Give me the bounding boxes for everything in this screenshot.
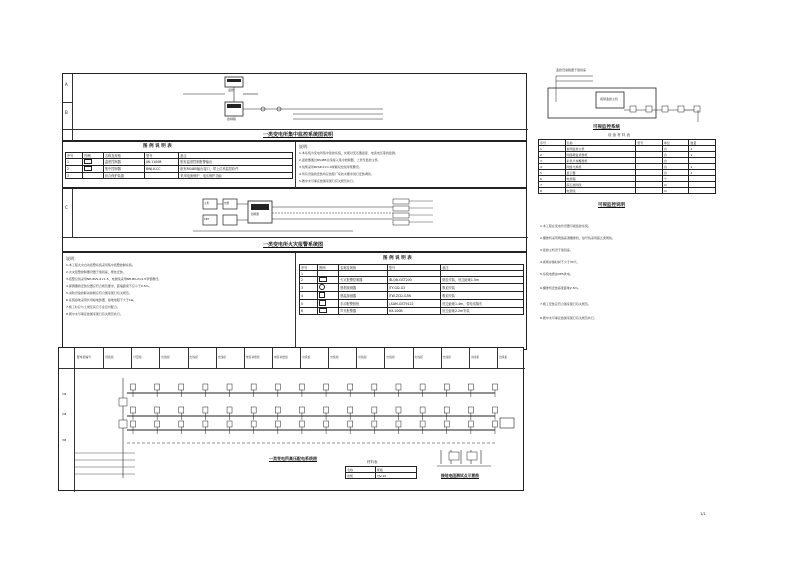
header-cells — [75, 348, 525, 368]
legend-b-r2c1 — [318, 284, 339, 292]
header-cell: 计量柜 — [133, 355, 142, 359]
legend-b-r4c0: 5 — [300, 300, 318, 308]
header-cell: 出线柜 — [217, 355, 227, 359]
legend-a-r0c1 — [83, 159, 103, 166]
legend-b-r5c2: 声光报警器 — [339, 308, 388, 315]
panel-b-note-7: 7.施工时应与土建及其它专业密切配合。 — [66, 305, 120, 309]
panel-a-note-2: 2.温控器通过RS485总线接入集中控制器，上传至监控主机。 — [299, 158, 381, 162]
feeder-switch — [348, 421, 353, 427]
legend-b-r2c2: 感烟探测器 — [339, 284, 388, 292]
cctv-r3c1: 网络交换机 — [565, 164, 636, 170]
feeder-switch — [227, 384, 232, 390]
legend-a-r0c0: 1 — [66, 159, 83, 166]
feeder-switch — [227, 407, 232, 413]
cctv-r4c0: 5 — [539, 170, 566, 176]
legend-b-r4c1 — [318, 300, 339, 308]
row-label-c: C — [65, 205, 68, 210]
feeder-switch — [444, 421, 449, 427]
row-label-1: 1# — [62, 392, 67, 396]
cctv-r5c3: 个 — [662, 176, 689, 182]
pd-r1c0: 电缆 — [346, 473, 376, 479]
row-label-3: 3# — [62, 438, 67, 442]
row-label-b: B — [65, 110, 68, 115]
panel-c-notes — [538, 202, 728, 342]
header-cell: 配电柜编号 — [77, 355, 91, 359]
panel-b-note-5: 5.消防设备的联动控制应符合国家现行有关规范。 — [66, 291, 132, 295]
fire-box-host: 主机 — [204, 202, 210, 205]
panel-a-legend-table — [65, 152, 293, 179]
feeder-switch — [155, 407, 160, 413]
feeder-switch — [324, 384, 329, 390]
pd-r0c0: 名称 — [346, 467, 376, 473]
legend-b-h3: 型号 — [387, 265, 440, 271]
cctv-note-2: 2.摄像机采用网络高清摄像机，信号线采用超五类网线。 — [540, 236, 615, 240]
cctv-top-note: 监控设备箱置于值班室 — [556, 68, 587, 72]
legend-b-r3c3: JTW-ZCD-G3N — [387, 292, 440, 300]
panel-b-legend-table — [299, 264, 524, 315]
feeder-switch — [493, 384, 498, 390]
cctv-r7c1: 电源线 — [565, 188, 636, 194]
cctv-r0c3: 台 — [662, 146, 689, 152]
panel-b-notes-title: 说明： — [66, 256, 78, 261]
header-cell: 出线柜 — [386, 355, 395, 359]
feeder-switch — [468, 407, 473, 413]
legend-b-h2: 名称及规格 — [339, 265, 388, 271]
cctv-r5c1: 电源箱 — [565, 176, 636, 182]
panel-a-note-5: 5.图中未尽事宜按国家现行有关规范执行。 — [299, 179, 356, 183]
header-cell: 出线柜 — [414, 355, 423, 359]
legend-b-h4: 备注 — [441, 265, 524, 271]
feeder-switch — [299, 421, 304, 427]
legend-a-h0: 序号 — [66, 153, 83, 159]
cctv-notes-title: 可视监控说明 — [598, 203, 625, 208]
panel-b-note-4: 4.探测器的安装位置应符合规范要求，距墙距梁不应小于0.5m。 — [66, 284, 152, 288]
row-label-a: A — [65, 82, 68, 87]
feeder-switch — [299, 407, 304, 413]
header-cell: 出线柜 — [302, 355, 311, 359]
cctv-note-1: 1.本工程在变电所设置可视监控系统。 — [540, 224, 591, 228]
feeder-switch — [444, 384, 449, 390]
legend-b-r4c2: 手动报警按钮 — [339, 300, 388, 308]
legend-a-r0c3: JW-1100B — [145, 159, 179, 166]
legend-b-r5c0: 6 — [300, 308, 318, 315]
feeder-switch — [203, 407, 208, 413]
feeder-switch — [227, 421, 232, 427]
cctv-r1c0: 2 — [539, 152, 566, 158]
panel-d-fig-caption: 接地电阻测试点示意图 — [441, 473, 479, 478]
legend-b-h1: 图例 — [318, 265, 339, 271]
cctv-r3c0: 4 — [539, 164, 566, 170]
fire-alarm-diagram — [193, 193, 493, 235]
header-cell: 出线柜 — [498, 355, 508, 359]
legend-b-r1c3: JB-QB-GST200 — [387, 277, 440, 284]
header-cell: 电容补偿柜 — [245, 355, 260, 359]
cctv-note-4: 4.视频存储时间不少于30天。 — [540, 260, 580, 264]
cctv-h3: 单位 — [662, 140, 689, 146]
cctv-table-title: 设 备 材 料 表 — [608, 133, 630, 137]
cctv-r7c0: 8 — [539, 188, 566, 194]
feeder-switch — [275, 407, 280, 413]
legend-a-r1c1 — [83, 166, 103, 173]
panel-a-notes-title: 说明： — [299, 144, 311, 149]
panel-a-caption: 一类变电所集中监控系统图说明 — [263, 132, 334, 138]
cctv-r6c0: 7 — [539, 182, 566, 188]
panel-b-sheet — [62, 188, 527, 252]
cctv-r5c0: 6 — [539, 176, 566, 182]
cctv-r7c4 — [689, 188, 716, 194]
fire-box-ctrl: 控制器 — [251, 213, 259, 216]
box-label-temp: 温控 — [228, 88, 235, 92]
feeder-switch — [324, 407, 329, 413]
legend-a-r1c2: 集中控制器 — [103, 166, 144, 173]
cctv-r3c3: 台 — [662, 164, 689, 170]
legend-b-r4c4: 底边距地1.4m，带电话插孔 — [441, 300, 524, 308]
cctv-r1c4: 1 — [689, 152, 716, 158]
legend-b-r3c4: 吸顶安装 — [441, 292, 524, 300]
feeder-switch — [179, 384, 184, 390]
feeder-switch — [324, 421, 329, 427]
feeder-switch — [131, 407, 136, 413]
panel-b-note-8: 8.图中未尽事宜按国家现行有关规范执行。 — [66, 312, 123, 316]
header-cell: 出线柜 — [470, 355, 480, 359]
legend-b-r2c3: JTY-GD-G3 — [387, 284, 440, 292]
cctv-r2c3: 台 — [662, 158, 689, 164]
legend-a-r2c4: 采用电流保护、电压保护功能 — [179, 173, 293, 179]
feeder-switch — [203, 421, 208, 427]
legend-a-r0c2: 温度控制器 — [103, 159, 144, 166]
legend-a-h3: 型号 — [145, 153, 179, 159]
legend-a-r1c4: 配有RS485输出接口，带上位机监控软件 — [179, 166, 293, 173]
legend-b-r1c0: 2 — [300, 277, 318, 284]
feeder-switch — [131, 384, 136, 390]
panel-b-caption: 一类变电所火灾报警系统图 — [263, 242, 324, 248]
panel-a-note-1: 1.本系统为变电所集中监控系统，实现对变压器温度、电流电压等的监测。 — [299, 151, 398, 155]
header-cell: 出线柜 — [442, 355, 452, 359]
monitoring-diagram — [183, 74, 403, 129]
panel-b-legend-title: 图 例 说 明 表 — [383, 256, 412, 261]
panel-d-sheet — [58, 347, 524, 491]
panel-b-note-2: 2.火灾报警控制器设置于值班室，壁挂安装。 — [66, 270, 126, 274]
legend-a-r1c0: 2 — [66, 166, 83, 173]
cctv-r1c1: 网络硬盘录像机 — [565, 152, 636, 158]
cctv-r4c4: 1 — [689, 170, 716, 176]
cctv-h4: 数量 — [689, 140, 716, 146]
fire-box-power: 电源 — [224, 202, 230, 205]
cctv-r0c0: 1 — [539, 146, 566, 152]
box-label-ctrl: 控制箱 — [227, 117, 237, 121]
feeder-switch — [275, 384, 280, 390]
legend-a-r1c3: BWJ-K-CC — [145, 166, 179, 173]
feeder-switch — [251, 407, 256, 413]
feeder-switch — [348, 407, 353, 413]
feeder-switch — [251, 421, 256, 427]
header-cell: 出线柜 — [161, 355, 170, 359]
cctv-r4c3: 台 — [662, 170, 689, 176]
cctv-note-5: 5.系统电源由UPS供电。 — [540, 272, 573, 276]
legend-a-h4: 备注 — [179, 153, 293, 159]
feeder-switch — [420, 421, 425, 427]
panel-b-note-6: 6.系统接地采用共用接地装置，接地电阻不大于1Ω。 — [66, 298, 137, 302]
legend-b-r0c0: 1 — [300, 271, 318, 277]
panel-d-material-table — [345, 466, 417, 479]
feeder-switch — [155, 384, 160, 390]
legend-b-r5c1 — [318, 308, 339, 315]
fire-box-crt: CRT — [204, 218, 210, 221]
legend-b-h0: 序号 — [300, 265, 318, 271]
cctv-material-table — [538, 139, 716, 194]
legend-a-r0c4: 配有温度控制报警输出 — [179, 159, 293, 166]
pd-r1c1: YJV-10 — [375, 473, 416, 479]
feeder-switch — [372, 407, 377, 413]
cctv-r1c3: 台 — [662, 152, 689, 158]
cctv-r2c0: 3 — [539, 158, 566, 164]
legend-b-r3c2: 感温探测器 — [339, 292, 388, 300]
cctv-r7c2 — [636, 188, 663, 194]
cctv-h1: 名称 — [565, 140, 636, 146]
header-cell: 出线柜 — [358, 355, 367, 359]
feeder-switch — [396, 384, 401, 390]
feeder-switch — [131, 421, 136, 427]
feeder-switch — [468, 384, 473, 390]
feeder-switch — [179, 421, 184, 427]
feeder-switch — [420, 384, 425, 390]
cctv-r7c3: m — [662, 188, 689, 194]
cctv-note-7: 7.施工安装应符合国家现行有关规范。 — [540, 302, 591, 306]
cctv-r3c4: 1 — [689, 164, 716, 170]
feeder-switch — [372, 421, 377, 427]
legend-b-r5c4: 底边距地2.2m安装 — [441, 308, 524, 315]
legend-b-r1c4: 壁挂安装，底边距地1.5m — [441, 277, 524, 284]
legend-b-r2c0: 3 — [300, 284, 318, 292]
panel-b-note-3: 3.报警总线采用NH-RVS-2×1.5，电源线采用NH-BV-2×2.5穿管敷设。 — [66, 277, 162, 281]
header-cell: 出线柜 — [189, 355, 198, 359]
feeder-switch — [420, 407, 425, 413]
panel-a-legend-title: 图 例 说 明 表 — [143, 144, 172, 149]
feeder-switch — [299, 384, 304, 390]
panel-b-legend-sheet — [62, 252, 527, 350]
row-label-2: 2# — [62, 412, 67, 416]
cctv-r4c1: 显示器 — [565, 170, 636, 176]
panel-d-caption: 一类变电所高压配电系统图 — [269, 456, 317, 461]
cctv-h2: 型号 — [636, 140, 663, 146]
cctv-device-label: 视频监控主机 — [600, 97, 619, 101]
feeder-switch — [372, 384, 377, 390]
page-number: 1/1 — [700, 512, 706, 516]
feeder-switch — [493, 421, 498, 427]
cctv-r0c4: 1 — [689, 146, 716, 152]
feeder-switch — [444, 407, 449, 413]
legend-b-r1c2: 火灾报警控制器 — [339, 277, 388, 284]
legend-b-r3c0: 4 — [300, 292, 318, 300]
legend-a-h2: 名称及规格 — [103, 153, 144, 159]
header-cell: 电容补偿柜 — [273, 355, 288, 359]
feeder-switch — [493, 407, 498, 413]
legend-a-r2c0: 3 — [66, 173, 83, 179]
feeder-switch — [155, 421, 160, 427]
legend-a-r2c1 — [83, 173, 103, 179]
panel-c-table-wrap — [538, 130, 718, 193]
pd-r0c1: 规格 — [375, 467, 416, 473]
cctv-h0: 序号 — [539, 140, 566, 146]
cctv-note-6: 6.摄像机安装高度距地2.5m。 — [540, 286, 581, 290]
legend-b-r5c3: HX-100B — [387, 308, 440, 315]
feeder-switch — [396, 421, 401, 427]
feeder-switch — [179, 407, 184, 413]
cctv-r2c1: 彩色半球摄像机 — [565, 158, 636, 164]
legend-a-r2c2: 综合保护装置 — [103, 173, 144, 179]
cctv-r6c1: 超五类网线 — [565, 182, 636, 188]
header-cell: 进线柜 — [105, 355, 114, 359]
feeder-switch — [396, 407, 401, 413]
legend-b-r2c4: 吸顶安装 — [441, 284, 524, 292]
legend-b-r1c1 — [318, 277, 339, 284]
panel-d-table-title: 材料表 — [367, 460, 378, 464]
panel-a-legend-sheet — [62, 141, 527, 188]
header-cell: 出线柜 — [330, 355, 339, 359]
panel-a-sheet — [62, 73, 527, 141]
feeder-switch — [468, 421, 473, 427]
feeder-switch — [275, 421, 280, 427]
cctv-note-8: 8.图中未尽事宜按国家现行有关规范执行。 — [540, 316, 597, 320]
cctv-r0c1: 视频监控主机 — [565, 146, 636, 152]
feeder-switch — [251, 384, 256, 390]
legend-a-h1: 图例 — [83, 153, 103, 159]
legend-a-r2c3 — [145, 173, 179, 179]
cctv-note-3: 3.监控主机设于值班室。 — [540, 248, 573, 252]
legend-b-r3c1 — [318, 292, 339, 300]
cctv-r6c3: m — [662, 182, 689, 188]
cctv-diagram — [538, 72, 718, 134]
legend-b-r4c3: J-SAM-GST9122 — [387, 300, 440, 308]
panel-b-note-1: 1.本工程火灾自动报警系统采用集中报警控制系统。 — [66, 263, 135, 267]
panel-c-caption: 可视监控系统 — [593, 125, 620, 130]
feeder-switch — [348, 384, 353, 390]
panel-a-note-3: 3.线缆采用RVSP-2×1.0屏蔽双绞线穿管敷设。 — [299, 165, 362, 169]
feeder-switch — [203, 384, 208, 390]
panel-a-note-4: 4.所有设备的安装均应按照厂家技术要求进行安装调试。 — [299, 172, 374, 176]
